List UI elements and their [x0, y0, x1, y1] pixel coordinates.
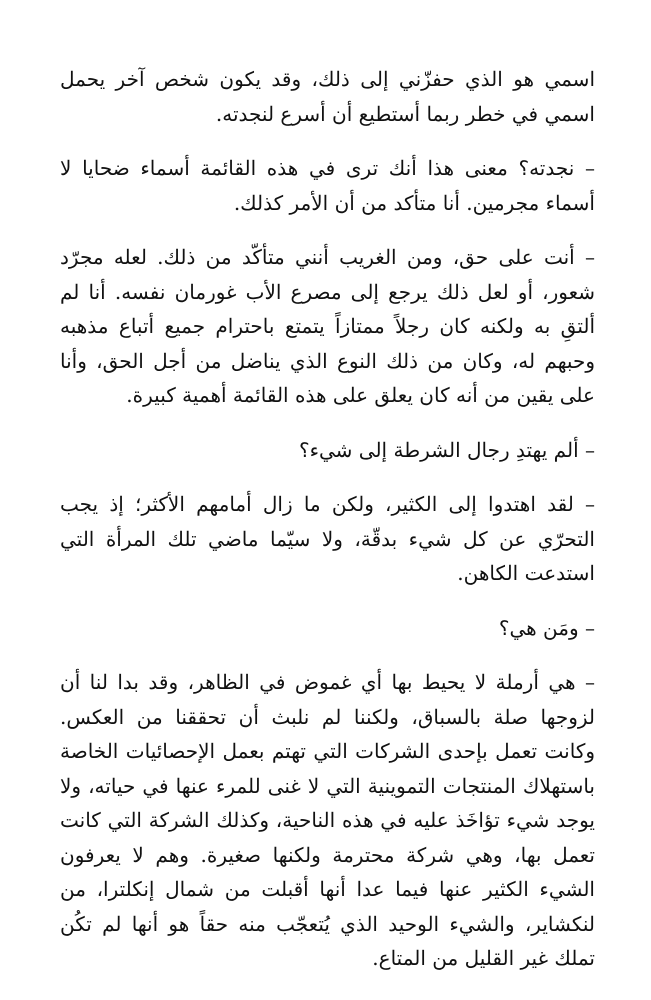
paragraph-6: – ومَن هي؟ [498, 615, 595, 640]
book-page [60, 62, 595, 996]
paragraph-7: – هي أرملة لا يحيط بها أي غموض في الظاهر، وقد بدا لنا أن لزوجها صلة بالسباق، ولكننا لم نلبث أن تحققنا من العكس. وكانت تعمل بإحدى الشركات التي تهتم بعمل الإحصائيات الخاصة باستهلاك المنتجات التموينية التي لا غنى للمرء عنها في حياته، ولا يوجد شيء تؤاخَذ عليه في هذه الناحية، وكذلك الشركة التي كانت تعمل بها، وهي شركة محترمة ولكنها صغيرة. وهم لا يعرفون الشيء الكثير عنها فيما عدا أنها أقبلت من شمال إنكلترا، من لنكشاير، والشيء الوحيد الذي يُتعجّب منه حقاً هو أنها لم تكُن تملك غير القليل من المتاع. [60, 670, 595, 970]
paragraph-2: – نجدته؟ معنى هذا أنك ترى في هذه القائمة أسماء ضحايا لا أسماء مجرمين. أنا متأكد من أن الأمر كذلك. [60, 156, 595, 215]
paragraph-5: – لقد اهتدوا إلى الكثير، ولكن ما زال أمامهم الأكثر؛ إذ يجب التحرّي عن كل شيء بدقّة، ولا سيّما ماضي تلك المرأة التي استدعت الكاهن. [60, 492, 595, 585]
paragraph-3: – أنت على حق، ومن الغريب أنني متأكّد من ذلك. لعله مجرّد شعور، أو لعل ذلك يرجع إلى مصرع الأب غورمان نفسه. أنا لم ألتقِ به ولكنه كان رجلاً ممتازاً يتمتع باحترام جميع أتباع مذهبه وحبهم له، وكان من ذلك النوع الذي يناضل من أجل الحق، وأنا على يقين من أنه كان يعلق على هذه القائمة أهمية كبيرة. [60, 245, 595, 407]
paragraph-1: اسمي هو الذي حفزّني إلى ذلك، وقد يكون شخص آخر يحمل اسمي في خطر ربما أستطيع أن أسرع لنجدته. [60, 67, 595, 126]
paragraph-4: – ألم يهتدِ رجال الشرطة إلى شيء؟ [298, 437, 595, 462]
